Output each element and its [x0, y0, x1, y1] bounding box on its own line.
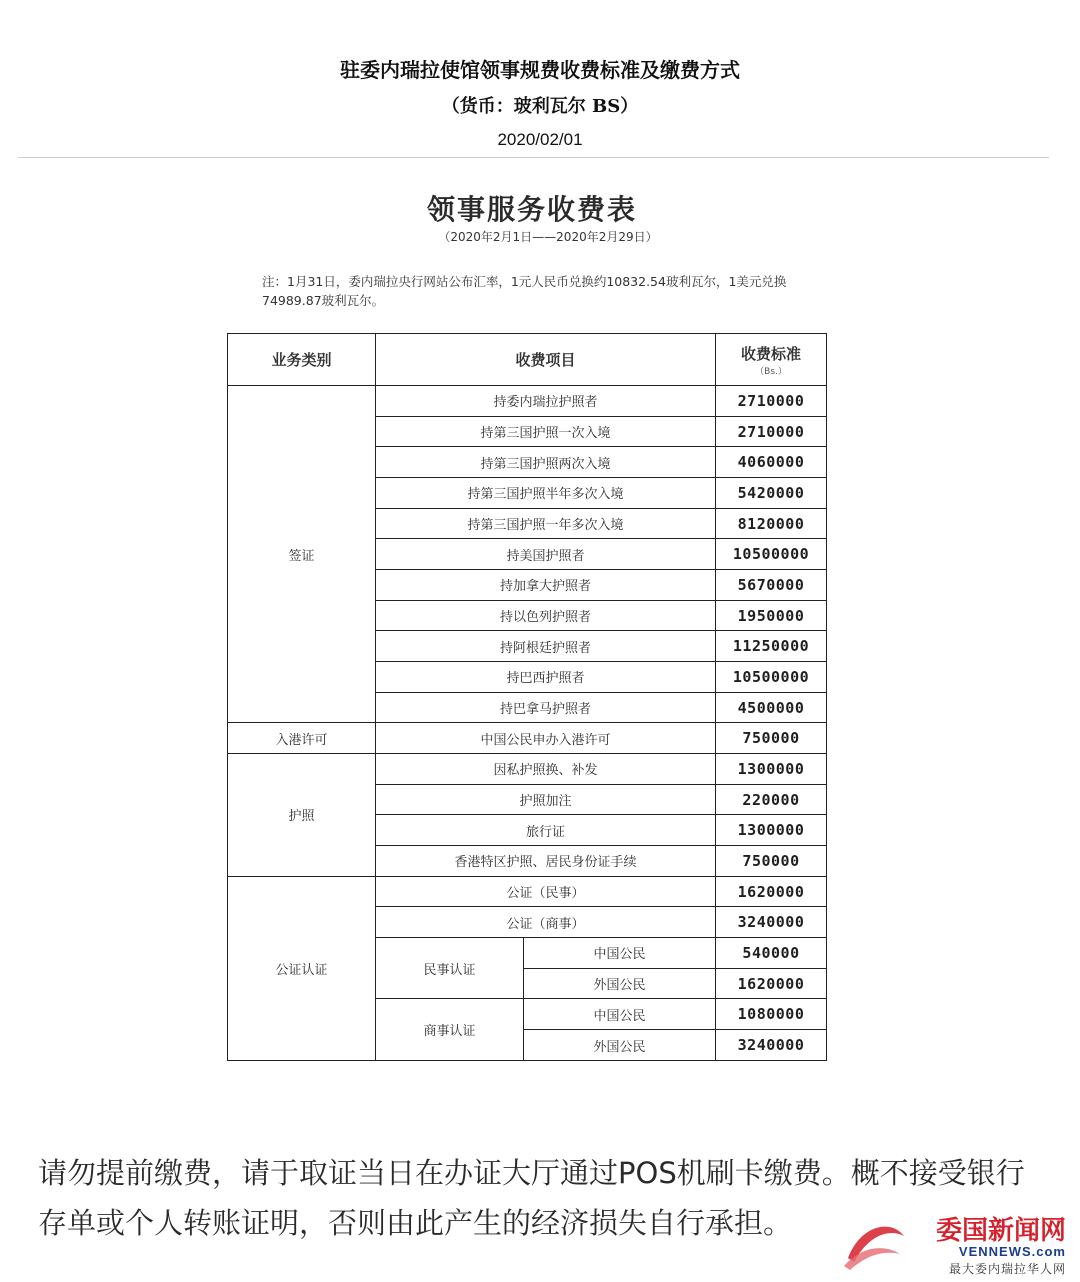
fee-cell: 220000	[716, 784, 827, 815]
item-cell: 因私护照换、补发	[376, 754, 716, 785]
watermark-name-en: VENNEWS.com	[958, 1244, 1066, 1259]
item-cell: 香港特区护照、居民身份证手续	[376, 846, 716, 877]
table-row	[228, 876, 827, 907]
item-cell: 中国公民	[524, 938, 716, 969]
page-title: 驻委内瑞拉使馆领事规费收费标准及缴费方式	[340, 58, 740, 82]
fee-cell: 1950000	[716, 600, 827, 631]
fee-table	[227, 333, 827, 1061]
item-cell: 持巴西护照者	[376, 662, 716, 693]
item-cell: 持委内瑞拉护照者	[376, 386, 716, 417]
fee-cell: 10500000	[716, 539, 827, 570]
fee-cell: 1620000	[716, 876, 827, 907]
subcategory-commercial-auth: 商事认证	[376, 999, 524, 1061]
item-cell: 持第三国护照半年多次入境	[376, 478, 716, 509]
publish-date: 2020/02/01	[497, 130, 583, 149]
fee-cell: 1080000	[716, 999, 827, 1030]
item-cell: 持第三国护照一年多次入境	[376, 508, 716, 539]
header-fee-unit: （Bs.）	[755, 366, 787, 377]
header-category: 业务类别	[228, 334, 376, 386]
category-entry-permit: 入港许可	[228, 723, 376, 754]
fee-cell: 1300000	[716, 815, 827, 846]
item-cell: 持加拿大护照者	[376, 570, 716, 601]
table-row	[228, 754, 827, 785]
payment-instructions: 请勿提前缴费，请于取证当日在办证大厅通过POS机刷卡缴费。概不接受银行存单或个人转账证明，否则由此产生的经济损失自行承担。	[38, 1156, 1025, 1240]
table-row	[228, 723, 827, 754]
exchange-rate-note: 注：1月31日，委内瑞拉央行网站公布汇率，1元人民币兑换约10832.54玻利瓦尔，1美元兑换74989.87玻利瓦尔。	[262, 274, 787, 308]
fee-period: （2020年2月1日——2020年2月29日）	[438, 230, 658, 244]
watermark-name-cn: 委国新闻网	[935, 1216, 1066, 1246]
item-cell: 中国公民	[524, 999, 716, 1030]
item-cell: 旅行证	[376, 815, 716, 846]
fee-cell: 1300000	[716, 754, 827, 785]
fee-cell: 5420000	[716, 478, 827, 509]
item-cell: 中国公民申办入港许可	[376, 723, 716, 754]
item-cell: 持以色列护照者	[376, 600, 716, 631]
item-cell: 持第三国护照两次入境	[376, 447, 716, 478]
fee-cell: 4500000	[716, 692, 827, 723]
watermark-logo-icon	[840, 1206, 910, 1276]
item-cell: 持巴拿马护照者	[376, 692, 716, 723]
site-watermark	[840, 1200, 1076, 1280]
fee-cell: 4060000	[716, 447, 827, 478]
item-cell: 持阿根廷护照者	[376, 631, 716, 662]
fee-cell: 3240000	[716, 1030, 827, 1061]
category-passport: 护照	[228, 754, 376, 877]
fee-cell: 2710000	[716, 386, 827, 417]
fee-cell: 8120000	[716, 508, 827, 539]
item-cell: 持第三国护照一次入境	[376, 416, 716, 447]
fee-cell: 750000	[716, 723, 827, 754]
header-divider	[18, 157, 1049, 158]
item-cell: 持美国护照者	[376, 539, 716, 570]
fee-cell: 2710000	[716, 416, 827, 447]
header-fee	[716, 334, 827, 386]
fee-cell: 11250000	[716, 631, 827, 662]
header-fee-label: 收费标准	[741, 344, 802, 363]
item-cell: 外国公民	[524, 1030, 716, 1061]
table-row	[228, 386, 827, 417]
item-cell: 护照加注	[376, 784, 716, 815]
item-cell: 公证（民事）	[376, 876, 716, 907]
category-notary: 公证认证	[228, 876, 376, 1060]
item-cell: 外国公民	[524, 968, 716, 999]
fee-table-title: 领事服务收费表	[426, 193, 637, 226]
category-visa: 签证	[228, 386, 376, 723]
header-item: 收费项目	[376, 334, 716, 386]
item-cell: 公证（商事）	[376, 907, 716, 938]
fee-cell: 750000	[716, 846, 827, 877]
fee-cell: 3240000	[716, 907, 827, 938]
table-header-row	[228, 334, 827, 386]
fee-cell: 5670000	[716, 570, 827, 601]
fee-cell: 1620000	[716, 968, 827, 999]
fee-cell: 10500000	[716, 662, 827, 693]
subcategory-civil-auth: 民事认证	[376, 938, 524, 999]
watermark-slogan: 最大委内瑞拉华人网	[948, 1262, 1066, 1276]
currency-subtitle: （货币：玻利瓦尔 BS）	[441, 96, 639, 117]
fee-cell: 540000	[716, 938, 827, 969]
